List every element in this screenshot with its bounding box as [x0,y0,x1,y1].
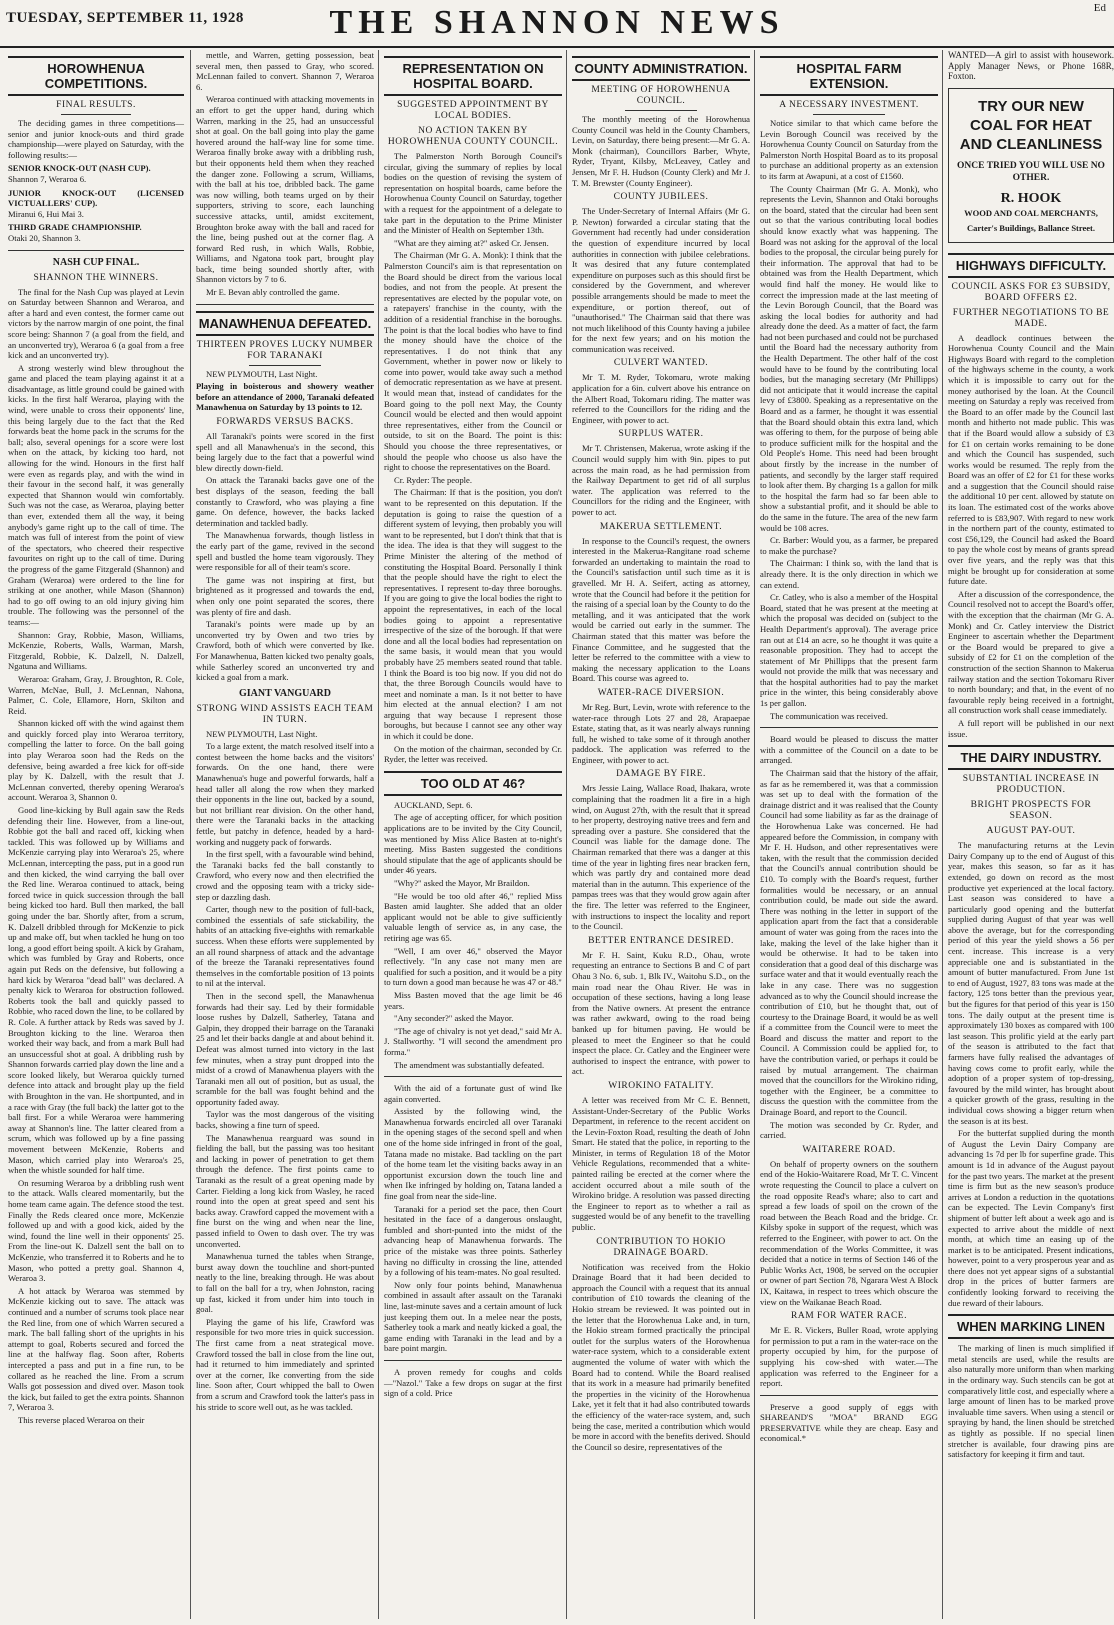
headline-nash-cup: NASH CUP FINAL. [52,256,140,268]
article-paragraph: This reverse placed Weraroa on their [18,1414,145,1425]
article-paragraph: Notice similar to that which came before the Levin Borough Council was received by the Horowhenua County Council on Saturday from the Palmerston North Hospital Board as to its proposal to purchase an additional property as an extension to its farm at Awapuni, at a cost of £1560. [760,118,938,181]
article-paragraph: In response to the Council's request, the owners interested in the Makerua-Rangitane road scheme forwarded an undertaking to maintain the road to the Council's satisfaction until such time as it is gravelled. Mr H. A. Seifert, acting as attorney, wrote that the Council had before it the petition for the raising of a special loan by the County to do the metalling, and it was anticipated that the work would be carried out early in the summer. The Chairman stated that this matter was before the Finance Committee, and he suggested that the letter be referred to the committee with a view to making the necessary application to the Loans Board. This course was agreed to. [572,535,750,684]
divider [196,304,374,305]
article-paragraph: The deciding games in three competitions—senior and junior knock-outs and third grade championship—were played on Saturday, with the following results:— [8,118,184,160]
column-4 [566,50,755,1619]
article-paragraph: The final for the Nash Cup was played at Levin on Saturday between Shannon and Weraroa, and after a hard and even contest, the former came out victors by the narrow margin of one point, the final score being: Shannon 7 (a goal from the field, and an unconverted try), Weraroa 6 (a goal from a free kick and an unconverted try). [8,286,184,361]
result-score: Shannon 7, Weraroa 6. [8,173,87,184]
article-paragraph: A strong westerly wind blew throughout the game and placed the team playing against it at a disadvantage, as little ground could be gained with kicks. In the first half Weraroa, playing with the wind, were unable to cross their opponents' line, this being largely due to the fact that the Red forwards beat the home pack in the scrums for the ball; also, several openings for a score were lost when on the attack, by kicking too hard, not allowing for the wind. Honours in the first half were even as regards play, and with the wind in their favour in the second half, it was generally expected that Shannon would win comfortably. Such was not the case, as Weraroa, playing better than ever, extended them all the way, it being anybody's game right up to the call of time. The match was full of interest from the point of view of the spectators, who cheered their respective favourites on right up to the call of time. During the progress of the game Fitzgerald (Shannon) and Graham (Weraroa) were ordered to the line for striking at one another, while Mason (Shannon) had to go off owing to an old injury giving him trouble. The following was the personnel of the teams:— [8,362,184,627]
section-heading: SURPLUS WATER. [618,429,704,440]
result-entry [8,222,184,243]
section-heading: CULVERT WANTED. [613,358,709,369]
article-paragraph: The Chairman (Mr G. A. Monk): I think that the Palmerston Council's aim is that representation on the Board should be direct from the various local bodies, and not from the people. At present the representatives are elected by the popular vote, on a ratepayers' franchise in the county, with the addition of a residential franchise in the boroughs. The point is that the local bodies who have to find the money should have the choice of the representatives. I do not think that any Government, whether in power now or likely to come into power, would take away such a method of democratic representation as we have at present. It would mean that, instead of candidates for the Board going to the poll next May, the County Council would be elected and then would appoint three representatives, either from the Council or outside, to sit on the Board. The point is this: Should you choose the three representatives, or should the people who choose us also have the right to choose the representatives on the Board. [384,250,562,473]
article-paragraph: On the motion of the chairman, seconded by Cr. Ryder, the letter was received. [384,743,562,765]
article-paragraph: Mr E. R. Vickers, Buller Road, wrote applying for permission to put a ram in the water-race on the property occupied by him, for the purpose of supplying his cow-shed with water.—The application was referred to the Engineer for a report. [760,1325,938,1389]
article-paragraph: Weraroa continued with attacking movements in an effort to get the upper hand, during which Warren, marking in the 25, had an unsuccessful shot at goal. On the ball going into play the game hovered around the half-way line for some time. Weraroa finally broke away with a dribbling rush, but their opponents held them when they reached the danger zone. Following a scrum, Williams, with the ball at his toe, dribbled back. The game was now willing, both teams urged on by their supporters, striving to score, each launching successive attacks, until, amidst excitement, Broughton broke away with the ball and raced for the line, being pushed out at the corner flag. A forward Red rush, in which Walls, Robbie, Williams, and Ngatona took part, brought play back, time being sounded shortly after, with Shannon victors by 7 to 6. [196,94,374,285]
article-paragraph: The age of accepting officer, for which position applications are to be invited by the City Council, was mentioned by Miss Alice Basten at to-night's meeting. Miss Basten suggested the conditions should stipulate that the age of applicants should be under 46 years. [384,812,562,876]
headline-too-old: TOO OLD AT 46? [384,771,562,796]
wanted-ad: WANTED—A girl to assist with housework. Apply Manager News, or Phone 168R, Foxton. [948,50,1114,82]
ad-merchant-name: R. HOOK [1000,190,1062,206]
article-paragraph: Cr. Catley, who is also a member of the Hospital Board, stated that he was present at the meeting at which the proposal was decided on (subject to the Health Department's approval). The average price ran out at £14 an acre, so he thought it was quite a reasonable proposition. They had to accept the statement of Mr Phillipps that the present farm would not provide the milk that was necessary and that the hospital authorities had to pay the market price in the winter, this being considerably above 1s per gallon. [760,592,938,709]
headline-hospital-farm: HOSPITAL FARM EXTENSION. [760,56,938,96]
column-3 [378,50,567,1619]
dateline: AUCKLAND, Sept. 6. [394,799,473,810]
subhead-thirteen: THIRTEEN PROVES LUCKY NUMBER FOR TARANAKI [196,339,374,361]
divider [384,1076,562,1077]
article-paragraph: The game was not inspiring at first, but brightened as it progressed and towards the end, when only one point separated the scores, there was plenty of fire and dash. [196,574,374,617]
dateline: NEW PLYMOUTH, Last Night. [206,368,318,379]
ad-merchant-type: WOOD AND COAL MERCHANTS, [964,208,1098,219]
result-entry [8,163,184,184]
subhead-negotiations: FURTHER NEGOTIATIONS TO BE MADE. [952,307,1110,329]
section-heading: RAM FOR WATER RACE. [791,1311,907,1322]
column-6 [942,50,1114,1619]
article-paragraph: All Taranaki's points were scored in the first spell and all Manawhenua's in the second, this being largely due to the fact that a powerful wind blew directly down-field. [196,431,374,473]
article-paragraph: On attack the Taranaki backs gave one of the best displays of the season, feeding the ball constantly to Crawford, who was playing a fine game. On defence, however, the backs lacked determination and tackled badly. [196,475,374,528]
section-heading: DAMAGE BY FIRE. [616,769,706,780]
article-paragraph: Shannon: Gray, Robbie, Mason, Williams, McKenzie, Roberts, Walls, Warman, Marsh, Fitzgerald, Robbie, K. Dalzell, N. Dalzell, Ngatuna and Williams. [8,629,184,672]
article-paragraph: A hot attack by Weraroa was stemmed by McKenzie kicking out to save. The attack was continued and a number of scrums took place near the Red line, from one of which Warren secured a mark. The ball falling short of the uprights in his attempt to goal, Roberts secured and forced the line at the halfway flag. Soon after, Roberts intercepted a pass and put in a fine run, to be collared as he reached the line. From a scrum Walls got possession and dived over. Mason took the kick, but failed to get the extra points. Shannon 7, Weraroa 3. [8,1285,184,1413]
article-paragraph: "Well, I am over 46," observed the Mayor reflectively. "In any case not many men are qualified for such a position, and it would be a pity to turn down a good man because he was 47 or 48." [384,945,562,988]
section-heading: WATER-RACE DIVERSION. [597,687,725,698]
headline-highways: HIGHWAYS DIFFICULTY. [948,253,1114,278]
article-paragraph: "He would be too old after 46," replied Miss Basten amid laughter. She added that an older applicant would not be able to give sufficiently valuable length of service as, in any case, the retiring age was 65. [384,890,562,943]
article-paragraph: To a large extent, the match resolved itself into a contest between the home backs and the visitors' forwards. On the one hand, there were Manawhenua's huge and powerful forwards, half a head taller all along the row when they marked their opponents in the line out, backed by a sound, but not brilliant rear division. On the other hand, there were the Taranaki backs in the attacking fettle, but patchy in defence, headed by a hard-working and nuggety pack of forwards. [196,741,374,847]
divider [813,114,884,115]
headline-hospital-representation: REPRESENTATION ON HOSPITAL BOARD. [384,56,562,96]
article-paragraph: Notification was received from the Hokio Drainage Board that it had been decided to approach the Council with a request that its annual contribution of £10 towards the cleaning of the Hokio stream be reviewed. It was pointed out in the letter that the Horowhenua Lake and, in turn, the Hokio stream formed practically the principal outlet for the surplus waters of the Horowhenua water-race system, which to a considerable extent augmented the volume of water with which the Board had to contend. While the Board realised that its work in a measure had primarily benefited the properties in the vicinity of the Horowhenua Lake, yet it felt that it had also contributed towards the efficiency of the water-race system, and, such being the case, merited a contribution which would be more in accord with the benefits derived. Should the Council so desire, representatives of the [572,1261,750,1452]
subhead-strong-wind: STRONG WIND ASSISTS EACH TEAM IN TURN. [196,703,374,725]
divider [760,1395,938,1396]
article-paragraph: The Chairman: I think so, with the land that is already there. It is the only direction in which we can extend. [760,558,938,590]
article-paragraph: Taranaki for a period set the pace, then Court hesitated in the face of a dangerous onslaught, fumbled and short-punted into the midst of the advancing heap of Manawhenua forwards. The price of the mistake was three points. Satherley having no difficulty in crossing the line, attended by a following of his team-mates. No goal resulted. [384,1203,562,1278]
article-paragraph: Miss Basten moved that the age limit be 46 years. [384,989,562,1011]
section-heading: BETTER ENTRANCE DESIRED. [588,935,734,946]
column-1 [4,50,188,1619]
article-lead: Playing in boisterous and showery weather before an attendance of 2000, Taranaki defeated Manawhenua on Saturday by 13 points to 12. [196,381,374,413]
divider [384,1360,562,1361]
column-5 [754,50,943,1619]
article-paragraph: The marking of linen is much simplified if metal stencils are used, while the results are also naturally more uniform than when marking in the ordinary way. Such stencils can be got at comparatively little cost, and especially where a large amount of linen has to be marked prove invaluable time savers. When using a stencil or spraying by hand, the linen should be stretched as tightly as possible. If no special linen stretcher is available, four drawing pins are satisfactory for keeping it firm and taut. [948,1343,1114,1460]
columns [4,50,1114,1619]
section-heading: CONTRIBUTION TO HOKIO DRAINAGE BOARD. [596,1236,726,1258]
page-marker: Ed [1093,2,1106,14]
article-paragraph: A full report will be published in our next issue. [948,717,1114,739]
divider [625,110,696,111]
coal-advertisement [948,88,1114,243]
classified-ad: Preserve a good supply of eggs with SHAREAND'S "MOA" BRAND EGG PRESERVATIVE while they are cheap. Easy and economical.* [760,1401,938,1444]
article-paragraph: Shannon kicked off with the wind against them and quickly forced play into Weraroa territory, compelling the latter to force. On the ball going into play Weraroa soon had the Reds on the defensive, being awarded a free kick for off-side play by K. Dalzell, with the result that J. McLennan converted, thereby opening Weraroa's account. Weraroa 3, Shannon 0. [8,718,184,803]
article-paragraph: Mr T. M. Ryder, Tokomaru, wrote making application for a 6in. culvert above his entrance on the Albert Road, Tokomaru riding. The matter was referred to the Councillors for the riding and the Engineer, with power to act. [572,372,750,425]
article-paragraph: "Why?" asked the Mayor, Mr Braildon. [394,878,530,888]
article-paragraph: Mr E. Bevan ably controlled the game. [206,287,340,298]
ad-slogan: ONCE TRIED YOU WILL USE NO OTHER. [957,160,1105,183]
article-paragraph: Manawhenua turned the tables when Strange, burst away down the touchline and short-punted neatly to the line, breaking through. He was about to fall on the ball for a try, when Johnston, racing up fast, kicked it from under him into touch in goal. [196,1251,374,1315]
subhead-increase: SUBSTANTIAL INCREASE IN PRODUCTION. [962,774,1100,796]
headline-manawhenua: MANAWHENUA DEFEATED. [196,311,374,336]
divider [8,250,184,251]
article-paragraph: The monthly meeting of the Horowhenua County Council was held in the County Chambers, Levin, on Saturday, there being present:—Mr G. A. Monk (chairman), Councillors Barber, Whyte, Ryder, Tryant, Kilsby, McLeavey, Catley and Jensen, Mr F. H. Hudson (County Clerk) and Mr J. T. M. Brewster (County Engineer). [572,114,750,188]
ad-address: Carter's Buildings, Ballance Street. [966,222,1096,233]
article-paragraph: On resuming Weraroa by a dribbling rush went to the attack. Walls cleared momentarily, but the home team came again. The defence stood the test. Finally the Reds cleared once more, McKenzie followed up and with a good kick, aided by the wind, found the line well in their opponents' 25. From the line-out K. Dalzell sent the ball on to McKenzie, who transferred it to Roberts and he to Mason, who potted a pretty goal. Shannon 4, Weraroa 3. [8,1177,184,1284]
section-heading: MAKERUA SETTLEMENT. [599,521,723,532]
article-paragraph: On behalf of property owners on the southern end of the Hokio-Waitarere Road, Mr T. C. Vincent wrote requesting the Council to place a culvert on the road opposite Read's whare; also to cart and spread a few loads of spoil on the crown of the road between the Beach Road and the bridge. Cr. Kilsby spoke in support of the request, which was referred to the Engineer, with power to act. On the recommendation of the Works Committee, it was decided that a notice in terms of Section 146 of the Public Works Act, 1908, be served on the occupier or owner of part Section 78, Ngarara West A Block IX, Kaitawa, in respect to trees which obscure the view on the Waikanae Beach Road. [760,1158,938,1307]
section-heading: WIROKINO FATALITY. [608,1080,714,1091]
article-paragraph: "The age of chivalry is not yet dead," said Mr A. J. Stallworthy. "I will second the amendment pro forma." [384,1025,562,1057]
headline-competitions: HOROWHENUA COMPETITIONS. [8,56,184,96]
subhead-suggested: SUGGESTED APPOINTMENT BY LOCAL BODIES. [397,100,549,121]
article-paragraph: The Chairman: If that is the position, you don't want to be represented on this deputation. If the deputation is going to raise the question of a different system of levying, then probably you will want to be represented, but I don't think that that is the idea. The idea is that they will suggest to the Prime Minister the altering of the method of constituting the Hospital Board. Personally I think that the people should have the right to elect the representatives. I represent to-day three boroughs. If you are going to give the local bodies the right to appoint the representatives, in each of the local bodies going to appoint a representative irrespective of the size of the borough. If that were done and all the local bodies had representation on the same basis, it would mean that you would probably have 25 members seated round that table. I think the Board is too big now. If you did not do that, the three Borough Councils would have to meet and nominate a man. Is it not better to have him elected at the annual election? I am not arguing that way because I represent those boroughs, but because I cannot see any other way in which it could be done. [384,487,562,742]
headline-county-administration: COUNTY ADMINISTRATION. [572,56,750,81]
subhead-subsidy: COUNCIL ASKS FOR £3 SUBSIDY, BOARD OFFERS £2. [951,281,1111,303]
subhead-payout: AUGUST PAY-OUT. [986,826,1076,837]
dateline: NEW PLYMOUTH, Last Night. [206,728,318,739]
article-paragraph: The amendment was substantially defeated. [394,1059,545,1070]
divider [61,114,131,115]
divider [249,365,320,366]
divider [760,727,938,728]
column-2 [190,50,379,1619]
article-paragraph: A letter was received from Mr C. E. Bennett, Assistant-Under-Secretary of the Public Works Department, in reference to the recent accident on the Levin-Foxton Road, resulting the death of John Smart. He stated that the police, in reporting to the Minister, in terms of Regulation 18 of the Motor Vehicle Regulations, recommended that a white-painted railing be erected at the corner where the accident occurred about a mile south of the Wirokino bridge. A resolution was passed directing the Engineer to report as to whether a rail as suggested would be of any benefit to the travelling public. [572,1094,750,1233]
subhead-forwards: FORWARDS VERSUS BACKS. [216,417,354,428]
subhead-prospects: BRIGHT PROSPECTS FOR SEASON. [970,800,1092,822]
article-paragraph: "What are they aiming at?" asked Cr. Jensen. [394,237,549,248]
result-title: THIRD GRADE CHAMPIONSHIP. [8,222,142,233]
article-paragraph: Now only four points behind, Manawhenua combined in assault after assault on the Taranaki line, last-minute saves and a certain amount of luck just keeping them out. In a melee near the posts, Satherley took a mark and neatly kicked a goal, the game ending with Taranaki in the lead and by a bare point margin. [384,1279,562,1354]
article-paragraph: The Chairman said that the history of the affair, as far as he remembered it, was that a commission was set up to deal with the formation of the drainage district and it was realised that the County Council had some liability as far as the drainage of the Horowhenua Lake was concerned. He had appeared before the Commission, in company with Mr F. H. Hudson, and other representatives were taken, with the result that the commission decided that the Council's annual contribution should be £10. To comply with the Board's request, further formalities would be necessary, or an annual contribution could, be made out side the award. There was nothing in the letter in support of the application apart from the fact that a considerable amount of water was going from the races into the lake, making the level of the lake higher than it would be otherwise. It had to be taken into consideration that a good deal of this discharge was surface water and that it would eventually reach the lake in any case. There was no suggestion advanced as to why the Council should increase the contribution of £10, but he thought that, out of courtesy to the Drainage Board, it would be as well if a committee from the Council were to meet the Board and discuss the matter and report to the Council. A Commission could be applied for, to have the contribution varied, or perhaps it could be raised by mutual arrangement. The chairman moved that the councillors for the Wirokino riding, together with the Engineer, be a committee to discuss the question with the committee from the Drainage Board, and report to the Council. [760,768,938,1118]
article-paragraph: mettle, and Warren, getting possession, beat several men, then passed to Gray, who scored. McLennan failed to convert. Shannon 7, Weraroa 6. [196,50,374,92]
article-paragraph: The Manawhenua rearguard was sound in fielding the ball, but the passing was too hesitant and lacking in power of penetration to get them through the defence. The first points came to Taranaki as the result of a great opening made by Carter. Fielding a long kick from Wasley, he raced round into the open at great speed and sent his backs away. Crawford capped the movement with a fine burst on the wing and when near the line, passed infield to Owen to dash over. The try was unconverted. [196,1132,374,1249]
article-paragraph: The Palmerston North Borough Council's circular, giving the summary of replies by local bodies on the question of revising the system of representation on hospital boards, came before the Horowhenua County Council on Saturday, together with a request for the appointment of a delegate to take part in the deputation to the Prime Minister and the Minister of Health on September 13th. [384,151,562,236]
article-paragraph: For the butterfat supplied during the month of August the Levin Dairy Company are advancing 1s 7d per lb for superfine grade. This amount is 1d in advance of the August payout for the past two years. The market at the present time is firm but as the new season's produce arrives at London a reduction in the quotations can be expected. The Levin Company's first shipment of butter left about a week ago and is expected to arrive about the middle of next month, at which time an easing up of the market is to be anticipated. Present indications, however, point to a very prosperous year and as there does not yet appear signs of a substantial drop in the prices of butter farmers are confidently looking forward to receiving the due reward of their labours. [948,1128,1114,1308]
article-paragraph: Taylor was the most dangerous of the visiting backs, showing a fine turn of speed. [196,1109,374,1131]
result-title: SENIOR KNOCK-OUT (NASH CUP). [8,163,151,174]
article-paragraph: Weraroa: Graham, Gray, J. Broughton, R. Cole, Warren, McNae, Bull, J. McLennan, Nahona, Palmer, C. Cole, Ellamore, Horn, Skilton and Reid. [8,673,184,716]
article-paragraph: The communication was received. [770,710,888,721]
article-paragraph: The manufacturing returns at the Levin Dairy Company up to the end of August of this year, makes this season, so far as it has extended, go down on record as the most productive yet experienced at the local factory. Last season was considered to have a particularly good opening and the butterfat supplied during August of that year was well above the average, but for the corresponding period of this year the yield shows a 56 per cent. increase. This increase is a very appreciable one and is substantiated in the amount of butter manufactured. From June 1st to end of August, 1927, 83 tons was made at the factory, 125 tons better than the previous year, but the figures for that period of this year is 150 tons. The daily output at the present time is approximately 130 boxes as compared with 100 last season. This prolific yield at the early part of the season is attributed to the fact that farmers have fully realised the advantages of having cows come to profit early, while the adoption of a proper system of top-dressing, favoured by the mild winter, has brought about a quicker growth of the grass, resulting in the individual cows showing a bigger return when the season is at its best. [948,840,1114,1126]
issue-date: TUESDAY, SEPTEMBER 11, 1928 [6,10,244,26]
article-paragraph: Playing the game of his life, Crawford was responsible for two more tries in quick succession. The first came from a neat strategical move. Crawford tossed the ball in close from the line out, had it returned to him immediately and sprinted over at the corner, Ike converting from the side line. Soon after, Court whipped the ball to Owen from a scrum and Crawford took the latter's pass in his stride to score well out, as he was tackled. [196,1316,374,1412]
article-paragraph: The Under-Secretary of Internal Affairs (Mr G. P. Newton) forwarded a circular stating that the Government had recently had under consideration the question of expenditure incurred by local authorities in connection with jubilee celebrations. It was desired that any future contemplated expenditure on purposes such as this should first be considered by the Government, and wherever possible arrangements should be made to meet the expenditure, or portion thereof, out of "unauthorised." The Chairman said that there was not much likelihood of this County having a jubilee for the next few years; and on his motion the communication was received. [572,206,750,354]
article-paragraph: A deadlock continues between the Horowhenua County Council and the Main Highways Board with regard to the completion of the highways scheme in the county, a work which it is impossible to carry out for the money authorised by the loan. At the Council meeting on Saturday a reply was received from the Board to an offer made by the Council last month and hitherto not made public. This was that if the Board would allow a subsidy of £3 for £1 on certain works remaining to be done and which the Council has suspended, such works would be resumed. The reply from the Board was an offer of £2 for £1 for these works and a suggestion that the Council should raise the additional 10 per cent. allowed by statute on its loan. The estimated cost of the works above referred to is £83,907. With regard to new work in the northern part of the county, estimated to cost £56,129, the Council had asked the Board to pay the whole cost by means of grants spread over five years, and the reply was that this might be brought up for consideration at some future date. [948,332,1114,587]
masthead [0,0,1114,48]
result-score: Otaki 20, Shannon 3. [8,232,81,243]
article-paragraph: In the first spell, with a favourable wind behind, the Taranaki backs fed the ball constantly to Crawford, who every now and then electrified the crowd and the opposing team with a tricky side-step or dazzling dash. [196,849,374,902]
ad-headline: TRY OUR NEW COAL FOR HEAT AND CLEANLINESS [959,97,1103,153]
article-paragraph: With the aid of a fortunate gust of wind Ike again converted. [384,1083,562,1104]
result-entry [8,188,184,220]
headline-marking-linen: WHEN MARKING LINEN [948,1314,1114,1339]
article-paragraph: The County Chairman (Mr G. A. Monk), who represents the Levin, Shannon and Otaki boroughs on the board, stated that the circular had been sent out so that the various contributing local bodies should know exactly what was happening. The Board was not asking for the approval of the local bodies to the proposal, the circular being purely for their information. The approval that had to be obtained was from the Health Department, which would find half the money. He would like to correct the impression made at the last meeting of the Levin Borough Council, that the Board was asking the local bodies for authority and had already done the deed. As a matter of fact, the farm had not been purchased and could not be purchased until the Board had the necessary authority from the Health Department. The other half of the cost would have to be found by the contributing local bodies, but the managing secretary (Mr Phillipps) did not anticipate that it would increase the capital levy of £3800. Speaking as a representative on the Board and as a farmer, he thought it was essential that the Board should obtain this extra land, which was offering to them, for the purpose of being able to produce sufficient milk for the hospital and the Old People's Home. This need had been brought about firstly by the increase in the number of patients, and secondly by the larger staff required to look after them. By charging 1s a gallon for milk to the hospital the farm had so far been able to show a substantial profit, and it should be able to do the same in the future. The area of the new farm would be 108 acres. [760,183,938,533]
section-heading: COUNTY JUBILEES. [613,192,709,203]
subhead-no-action: NO ACTION TAKEN BY HOROWHENUA COUNTY COUNCIL. [387,126,559,147]
article-paragraph: Then in the second spell, the Manawhenua forwards had their say. Led by their formidable loose rushes by Dalzell, Satherley, Tatana and Galpin, they dropped their barrage on the Taranaki 25 and let their backs dangle at and about behind it. Defeat was almost turned into victory in the last few minutes, when a stray punt dropped into the midst of a crowd of Manawhenua players with the Taranaki men all out of position, but as usual, the scramble for the ball was fought behind and the opportunity faded away. [196,990,374,1107]
result-title: JUNIOR KNOCK-OUT (LICENSED VICTUALLERS' CUP). [8,187,184,209]
article-paragraph: Mr F. H. Saint, Kuku R.D., Ohau, wrote requesting an entrance to Sections B and C of part Ohau 3 No. 6, sub. 1, Blk IV., Waitohu S.D., on the main road near the Ohau River. He was in occupation of these sections, having a long lease from the Native owners. At present the entrance was rather awkward, owing to the road being banked up for bitumen paving. He would be pleased to meet the Engineer so that he could inspect the place. Cr. Catley and the Engineer were authorised to inspect the entrance, with power to act. [572,949,750,1077]
result-score: Miranui 6, Hui Mai 3. [8,208,84,219]
article-paragraph: The Manawhenua forwards, though listless in the early part of the game, revived in the second spell and bustled the home team vigorously. They were responsible for all of their team's score. [196,530,374,573]
newspaper-title: THE SHANNON NEWS [329,4,785,41]
article-paragraph: The motion was seconded by Cr. Ryder, and carried. [760,1119,938,1141]
article-paragraph: Mrs Jessie Laing, Wallace Road, Ihakara, wrote complaining that the roadmen lit a fire in a high wind, on August 27th, with the result that it spread to her property, destroying native trees and fern and spreading over a pasture. She considered that the Council was liable for the damage done. The Chairman remarked that there was a danger at this time of the year in lighting fires near bracken fern, which was partly dry and contained more dead material than in the autumn. This experience of the pampas trees was that they would grow again after the fire. The letter was referred to the Engineer, with instructions to inspect the locality and report to the Council. [572,783,750,932]
article-paragraph: Board would be pleased to discuss the matter with a committee of the Council on a date to be arranged. [760,734,938,766]
subhead-winners: SHANNON THE WINNERS. [33,272,159,283]
classified-ad: A proven remedy for coughs and colds—"Nazol." Take a few drops on sugar at the first sign of a cold. Price [384,1366,562,1399]
section-heading: WAITARERE ROAD. [802,1144,896,1155]
article-paragraph: "Any seconder?" asked the Mayor. [394,1013,514,1024]
article-paragraph: Carter, though new to the position of full-back, combined the essentials of safe stickability, the habits of an attacking five-eighths with remarkable success. When these efforts were supplemented by an all round sharpness of attack and the advantage of the breeze the Taranaki representatives found themselves in the comfortable position of 13 points to nil at the interval. [196,904,374,989]
article-paragraph: Taranaki's points were made up by an unconverted try by Owen and two tries by Crawford, both of which were converted by Ike. For Manawhenua, Batten kicked two penalty goals, while Satherley scored an unconverted try and kicked a goal from a mark. [196,619,374,683]
article-paragraph: Mr Reg. Burt, Levin, wrote with reference to the water-race through Lots 27 and 28, Arapaepae Estate, stating that, as it was nearly always running full, he wished to take some of it through another paddock. The application was referred to the Engineer, with power to act. [572,701,750,765]
article-paragraph: After a discussion of the correspondence, the Council resolved not to accept the Board's offer, with the exception that the chairman (Mr G. A. Monk) and Cr. Catley interview the District Engineer to ascertain whether the Department or the Board would be prepared to give a subsidy of £2 for £1 on the completion of the construction of the section Shannon to Makerua railway station and the section Tokomaru River to north boundary; and that, in the event of no favourable reply being received in a fortnight, all construction work shall cease immediately. [948,588,1114,716]
article-paragraph: Mr T. Christensen, Makerua, wrote asking if the Council would supply him with 9in. pipes to put across the main road, as he had permission from the Railway Department to get rid of all surplus water. The application was referred to the Councillors for the riding and the Engineer, with power to act. [572,443,750,517]
article-paragraph: Assisted by the following wind, the Manawhenua forwards encircled all over Taranaki in the opening stages of the second spell and when one of the home side infringed in front of the goal, Tatana made no mistake. Bad tackling on the part of the home team let the visiting backs away in an opportunist excursion down the touch line and when Ike infringed by holding on, Tatana landed a fine goal from near the side-line. [384,1106,562,1202]
headline-giant-vanguard: GIANT VANGUARD [239,687,331,699]
subhead-meeting: MEETING OF HOROWHENUA COUNCIL. [591,85,731,106]
subhead-final-results: FINAL RESULTS. [56,100,136,110]
headline-dairy-industry: THE DAIRY INDUSTRY. [948,745,1114,770]
subhead-investment: A NECESSARY INVESTMENT. [779,100,919,110]
article-paragraph: Cr. Barber: Would you, as a farmer, be prepared to make the purchase? [760,535,938,556]
article-paragraph: Cr. Ryder: The people. [394,474,473,485]
article-paragraph: Good line-kicking by Bull again saw the Reds defending their line. However, from a line-out, Robbie got the ball and raced off, kicking when tackled. This was followed up by Williams and McKenzie carrying play into Weraroa's 25, where McLennan, intercepting the pass, put in a good run and then kicked, the wind carrying the ball over the Red line. Weraroa continued to attack, being forced twice in quick succession through the ball being kicked too hard. Bull then marked, the ball going under the bar. Shortly after, from a scrum, K. Dalzell dribbled through for McKenzie to pick up and make off, but when tackled he hung on too long, a good effort being spoilt. A kick by Graham, which was fumbled by Gray and Roberts, once again put Reds on the defensive, but following a hard kick by Weraroa "dead ball" was declared. A penalty kick to Weraroa for obstruction followed. Roberts took the ball and quickly passed to Robbie, who raced down the line, to be collared by R. Cole. A further attack by Reds was saved by J. Broughton kicking to the line. Weraroa then worked their way back, and from a mark Bull had an unsuccessful shot at goal. A dribbling rush by Shannon forwards carried play down the line and a score looked likely, but Weraroa quickly turned defence into attack and brought play up the field with Broughton in the van. He shortpunted, and in a race with Gray (the full back) the latter got to the ball first. For a while Weraroa were hammering away at Shannon's line. The latter cleared from a scrum, which was followed up by a fine passing movement between McKenzie, Roberts and Mason, which carried play into Weraroa's 25, when the whistle sounded for half time. [8,805,184,1176]
